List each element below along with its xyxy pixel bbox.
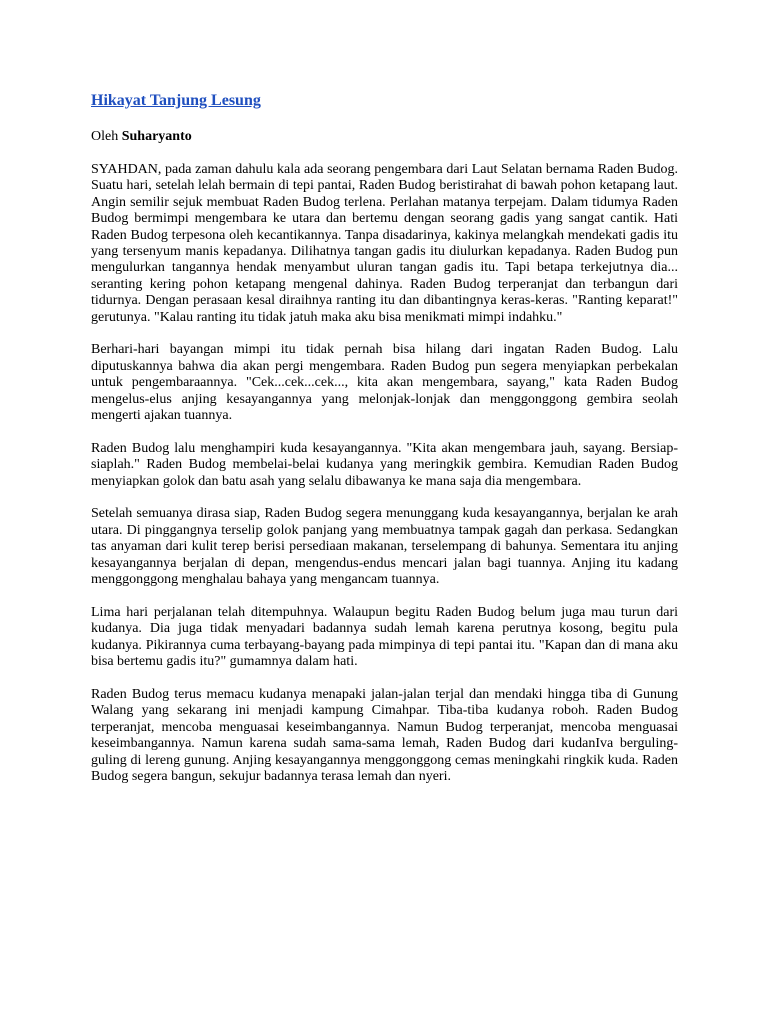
byline — [91, 128, 678, 145]
paragraph-2: Berhari-hari bayangan mimpi itu tidak pernah bisa hilang dari ingatan Raden Budog. Lalu diputuskannya bahwa dia akan pergi mengembara. Raden Budog pun segera menyiapkan perbekalan untuk pengembaraannya. "Cek...cek...cek..., kita akan mengembara, sayang," kata Raden Budog mengelus-elus anjing kesayangannya yang melonjak-lonjak dan menggonggong gembira seolah mengerti ajakan tuannya. — [91, 342, 678, 424]
author-name: Suharyanto — [121, 129, 192, 144]
byline-prefix: Oleh — [91, 129, 119, 144]
document-page — [91, 90, 678, 802]
paragraph-4: Setelah semuanya dirasa siap, Raden Budog segera menunggang kuda kesayangannya, berjalan ke arah utara. Di pinggangnya terselip golok panjang yang membuatnya tampak gagah dan perkasa. Sedangkan tas anyaman dari kulit terep berisi persediaan makanan, terselempang di bahunya. Sementara itu anjing kesayangannya berjalan di depan, mengendus-endus mencari jalan bagi tuannya. Anjing itu kadang menggonggong menghalau bahaya yang mengancam tuannya. — [91, 506, 678, 588]
paragraph-1: SYAHDAN, pada zaman dahulu kala ada seorang pengembara dari Laut Selatan bernama Raden Budog. Suatu hari, setelah lelah bermain di tepi pantai, Raden Budog beristirahat di bawah pohon ketapang laut. Angin semilir sejuk membuat Raden Budog terlena. Perlahan matanya terpejam. Dalam tidumya Raden Budog bermimpi mengembara ke utara dan bertemu dengan seorang gadis yang sangat cantik. Hati Raden Budog terpesona oleh kecantikannya. Tanpa disadarinya, kakinya melangkah mendekati gadis itu yang tersenyum manis kepadanya. Dilihatnya tangan gadis itu diulurkan kepadanya. Raden Budog pun mengulurkan tangannya hendak menyambut uluran tangan gadis itu. Tapi betapa terkejutnya dia... seranting kering pohon ketapang mengenal dahinya. Raden Budog terperanjat dan terbangun dari tidurnya. Dengan perasaan kesal diraihnya ranting itu dan dibantingnya keras-keras. "Ranting keparat!" gerutunya. "Kalau ranting itu tidak jatuh maka aku bisa menikmati mimpi indahku." — [91, 162, 678, 325]
document-title-link[interactable]: Hikayat Tanjung Lesung — [91, 92, 261, 109]
paragraph-5: Lima hari perjalanan telah ditempuhnya. Walaupun begitu Raden Budog belum juga mau turun dari kudanya. Dia juga tidak menyadari badannya sudah lemah karena perutnya kosong, begitu pula kudanya. Pikirannya cuma terbayang-bayang pada mimpinya di tepi pantai itu. "Kapan dan di mana aku bisa bertemu gadis itu?" gumamnya dalam hati. — [91, 604, 678, 670]
paragraph-3: Raden Budog lalu menghampiri kuda kesayangannya. "Kita akan mengembara jauh, sayang. Bersiap-siaplah." Raden Budog membelai-belai kudanya yang meringkik gembira. Kemudian Raden Budog menyiapkan golok dan batu asah yang selalu dibawanya ke mana saja dia mengembara. — [91, 440, 678, 489]
paragraph-6: Raden Budog terus memacu kudanya menapaki jalan-jalan terjal dan mendaki hingga tiba di Gunung Walang yang sekarang ini menjadi kampung Cimahpar. Tiba-tiba kudanya roboh. Raden Budog terperanjat, mencoba menguasai keseimbangannya. Namun Budog terperanjat, mencoba menguasai keseimbangannya. Namun karena sudah sama-sama lemah, Raden Budog dari kudanIva berguling-guling di lereng gunung. Anjing kesayangannya menggonggong cemas meningkahi ringkik kuda. Raden Budog segera bangun, sekujur badannya terasa lemah dan nyeri. — [91, 686, 678, 784]
